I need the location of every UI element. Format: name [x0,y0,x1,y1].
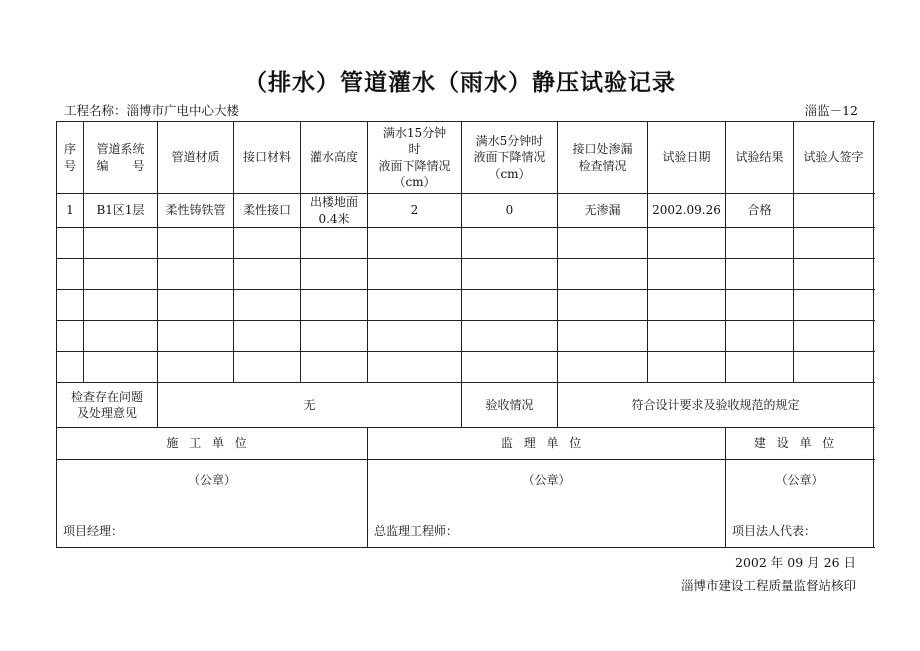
empty-row [57,228,874,259]
header-fill-height: 灌水高度 [301,122,368,194]
unit-construction: 施工单位 [57,428,368,460]
cell-test-result: 合格 [726,194,794,228]
record-date: 2002 年 09 月 26 日 [735,555,856,570]
owner-seal: （公章） [775,473,824,487]
empty-row [57,352,874,383]
empty-row [57,290,874,321]
unit-supervision: 监理单位 [368,428,726,460]
header-drop-15min: 满水15分钟 时 液面下降情况 （cm） [368,122,462,194]
construction-signature-cell [57,460,368,548]
test-record-table [56,121,874,548]
cell-signer [794,194,874,228]
project-name: 淄博市广电中心大楼 [126,103,240,118]
cell-fill-height: 出楼地面 0.4米 [301,194,368,228]
cell-joint-material: 柔性接口 [234,194,301,228]
header-pipe-system: 管道系统 编 号 [84,122,158,194]
issues-row [57,383,874,428]
empty-row [57,321,874,352]
issues-value: 无 [158,383,462,428]
cell-test-date: 2002.09.26 [648,194,726,228]
header-pipe-material: 管道材质 [158,122,234,194]
header-drop-5min: 满水5分钟时 液面下降情况 （cm） [462,122,558,194]
empty-row [57,259,874,290]
header-test-date: 试验日期 [648,122,726,194]
footer-org: 淄博市建设工程质量监督站核印 [680,578,856,593]
header-leak-check: 接口处渗漏 检查情况 [558,122,648,194]
supervision-seal: （公章） [522,473,571,487]
header-test-result: 试验结果 [726,122,794,194]
acceptance-label: 验收情况 [462,383,558,428]
construction-signer-label: 项目经理： [63,523,124,538]
project-name-line [64,101,239,119]
cell-drop-15min: 2 [368,194,462,228]
form-title: （排水）管道灌水（雨水）静压试验记录 [244,70,676,96]
owner-signature-cell [726,460,874,548]
table-row [57,194,874,228]
cell-drop-5min: 0 [462,194,558,228]
header-seq: 序 号 [57,122,84,194]
construction-seal: （公章） [187,473,236,487]
cell-pipe-material: 柔性铸铁管 [158,194,234,228]
supervision-signature-cell [368,460,726,548]
header-signer: 试验人签字 [794,122,874,194]
units-row [57,428,874,460]
issues-label: 检查存在问题 及处理意见 [57,383,158,428]
cell-pipe-system: B1区1层 [84,194,158,228]
header-joint-material: 接口材料 [234,122,301,194]
owner-signer-label: 项目法人代表： [732,523,817,538]
signature-row [57,460,874,548]
supervision-signer-label: 总监理工程师： [374,523,459,538]
project-label: 工程名称： [64,103,127,118]
form-code: 淄监－12 [804,103,858,118]
cell-leak-check: 无渗漏 [558,194,648,228]
header-row [57,122,874,194]
cell-seq: 1 [57,194,84,228]
acceptance-value: 符合设计要求及验收规范的规定 [558,383,874,428]
unit-owner: 建设单位 [726,428,874,460]
